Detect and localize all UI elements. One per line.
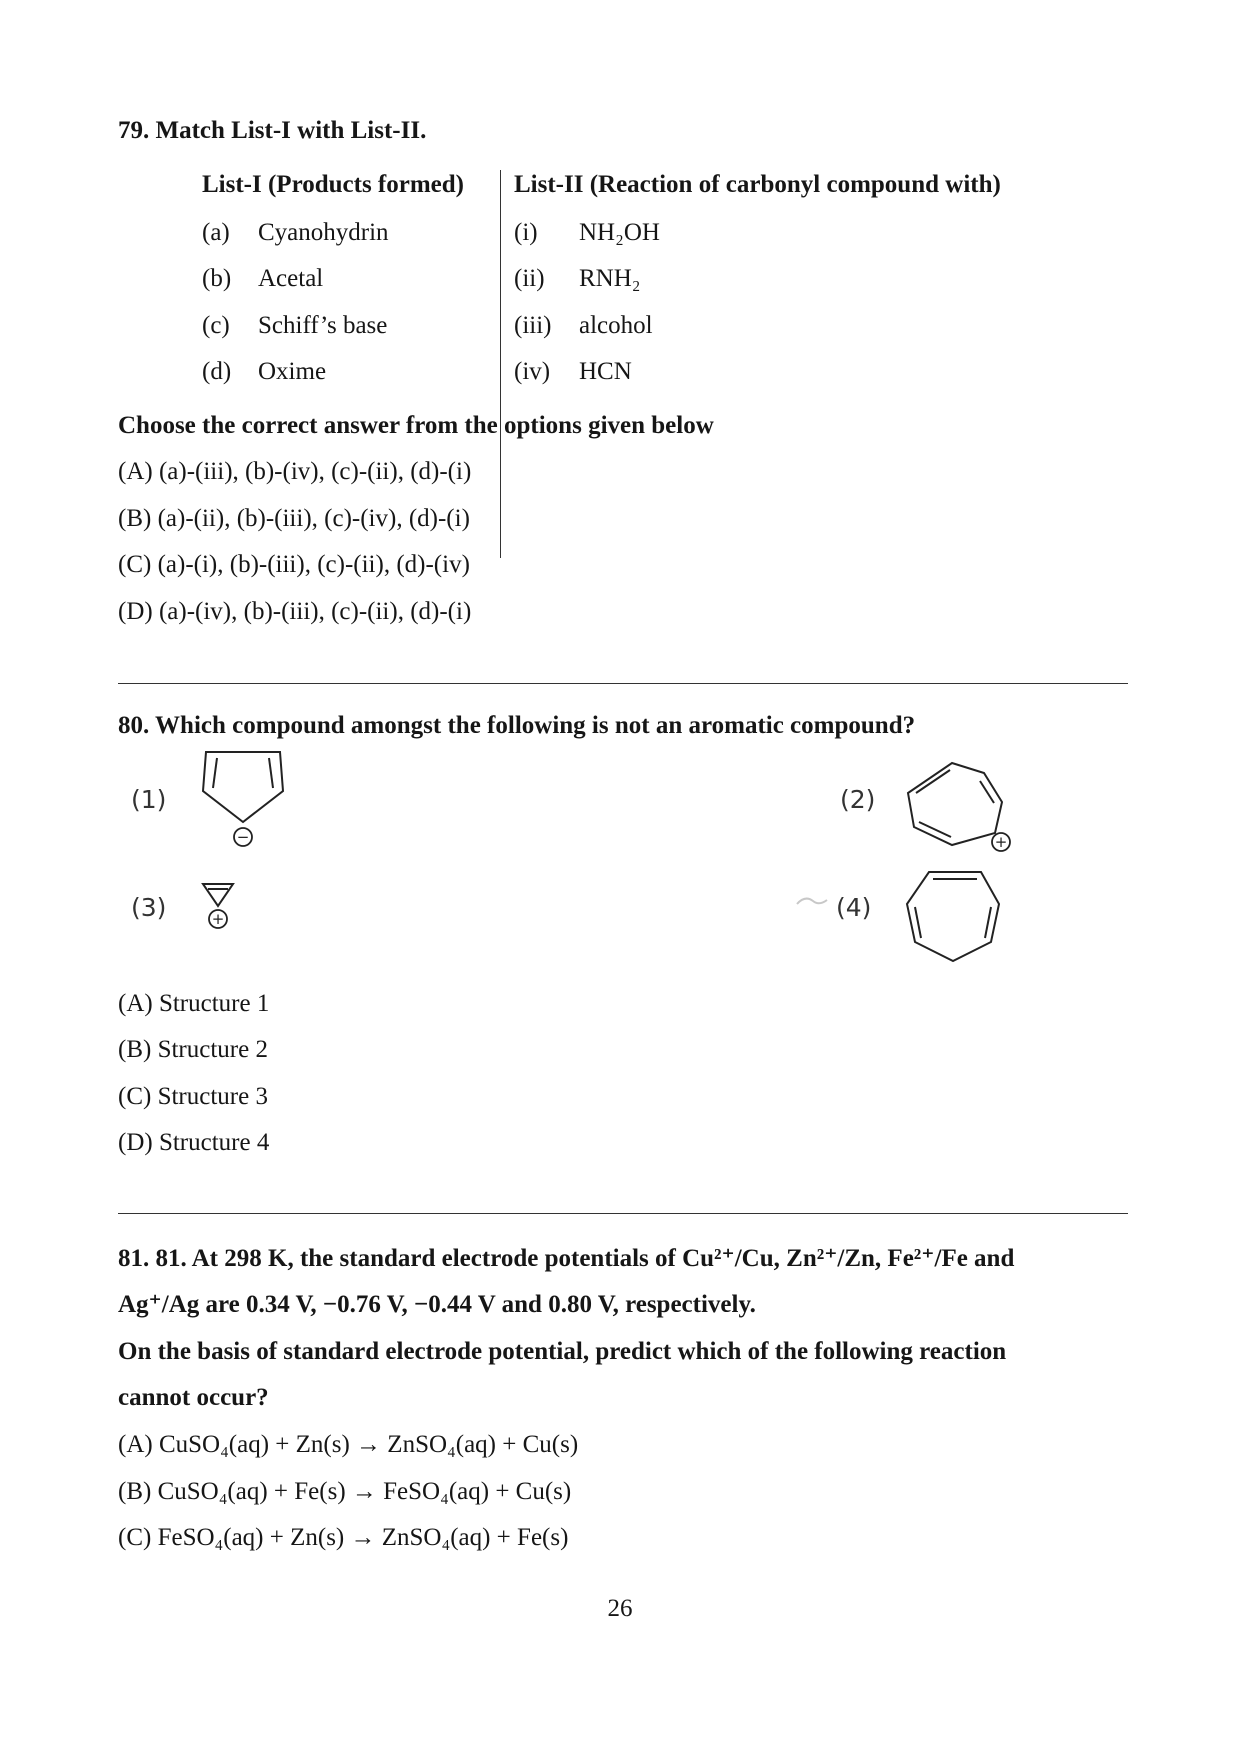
list1-label: (d) [202,358,232,385]
cyclopentadienyl-anion-structure [193,740,293,850]
q79-option-b: (B) (a)-(ii), (b)-(iii), (c)-(iv), (d)-(i) [118,505,470,532]
list1-label: (c) [202,312,230,339]
q79-option-a: (A) (a)-(iii), (b)-(iv), (c)-(ii), (d)-(i) [118,458,472,485]
list1-text: Acetal [258,265,324,292]
q81-heading-line1: 81. 81. At 298 K, the standard electrode potentials of Cu²⁺/Cu, Zn²⁺/Zn, Fe²⁺/Fe and [118,1245,1015,1272]
q79-option-c: (C) (a)-(i), (b)-(iii), (c)-(ii), (d)-(iv) [118,551,470,578]
q81-option-a: (A) CuSO₄(aq) + Zn(s) → ZnSO₄(aq) + Cu(s) [118,1431,579,1458]
q79-option-d: (D) (a)-(iv), (b)-(iii), (c)-(ii), (d)-(i) [118,598,472,625]
list1-text: Cyanohydrin [258,219,389,246]
cyclopropenyl-cation-structure [199,880,239,935]
q81-heading-line2: Ag⁺/Ag are 0.34 V, −0.76 V, −0.44 V and 0.80 V, respectively. [118,1291,756,1318]
minus-charge-label: − [236,828,250,846]
list1-label: (b) [202,265,232,292]
q81-prompt-line2: cannot occur? [118,1384,269,1411]
q81-option-b: (B) CuSO₄(aq) + Fe(s) → FeSO₄(aq) + Cu(s) [118,1478,572,1505]
q81-prompt-line1: On the basis of standard electrode potential, predict which of the following reaction [118,1338,1007,1365]
list1-text: Oxime [258,358,327,385]
scan-smudge-mark [795,892,835,912]
structure-4-label: (4) [836,893,872,922]
cycloheptatrienyl-cation-structure [900,755,1020,860]
page-number: 26 [607,1595,633,1622]
q80-option-d: (D) Structure 4 [118,1129,270,1156]
q80-heading: 80. Which compound amongst the following is not an aromatic compound? [118,712,916,739]
list2-label: (ii) [514,265,545,292]
structure-1-label: (1) [131,785,167,814]
q80-option-a: (A) Structure 1 [118,990,270,1017]
plus-charge-label: + [211,910,225,928]
list1-label: (a) [202,219,230,246]
list1-header: List-I (Products formed) [202,171,464,198]
list2-text: RNH₂ [579,265,641,292]
section-divider [118,1213,1128,1214]
list2-header: List-II (Reaction of carbonyl compound with) [514,171,1001,198]
list2-label: (iv) [514,358,551,385]
table-divider [500,170,501,558]
q81-option-c: (C) FeSO₄(aq) + Zn(s) → ZnSO₄(aq) + Fe(s) [118,1524,569,1551]
q79-heading: 79. Match List-I with List-II. [118,117,427,144]
section-divider [118,683,1128,684]
list2-label: (iii) [514,312,552,339]
list2-label: (i) [514,219,538,246]
list2-text: NH₂OH [579,219,660,246]
plus-charge-label: + [994,833,1008,851]
structure-2-label: (2) [840,785,876,814]
q80-option-b: (B) Structure 2 [118,1036,268,1063]
q80-option-c: (C) Structure 3 [118,1083,268,1110]
cycloheptatriene-structure [899,862,1009,967]
q79-instruction: Choose the correct answer from the options given below [118,412,714,439]
list1-text: Schiff’s base [258,312,388,339]
list2-text: HCN [579,358,632,385]
list2-text: alcohol [579,312,653,339]
structure-3-label: (3) [131,893,167,922]
